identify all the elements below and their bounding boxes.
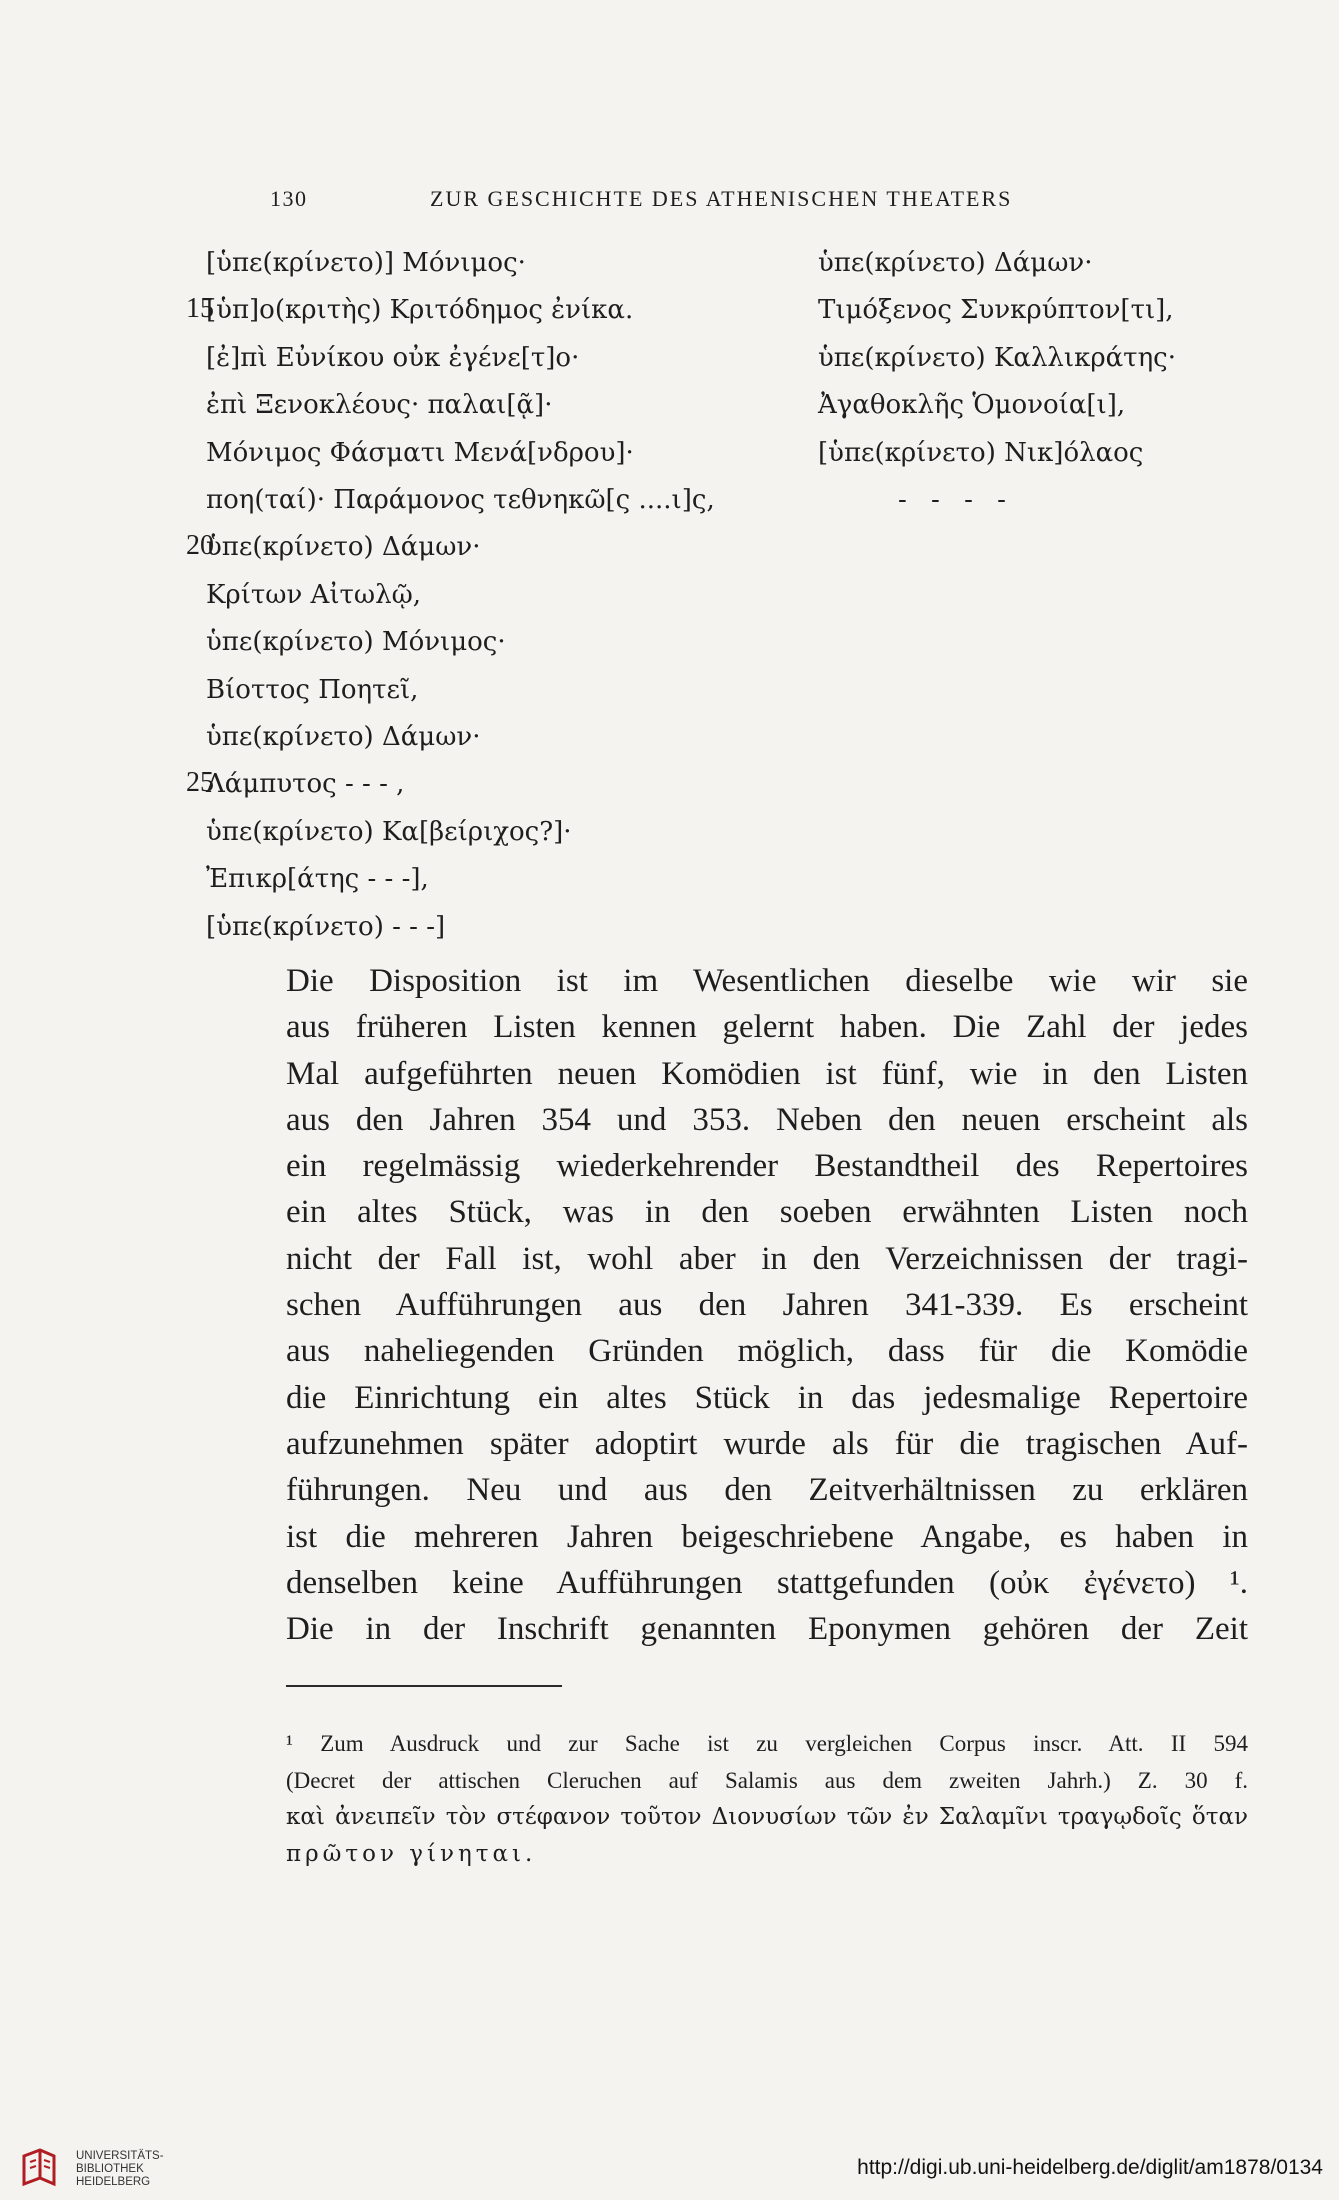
- paragraph-line: ist die mehreren Jahren beigeschriebene Angabe, es haben in: [286, 1518, 1248, 1555]
- inscription-line: [ἐ]πὶ Εὐνίκου οὐκ ἐγένε[τ]ο·: [206, 342, 580, 373]
- line-number: 15: [186, 293, 214, 325]
- line-number: 20: [186, 530, 214, 562]
- inscription-line: [ὑπε(κρίνετο) - - -]: [206, 911, 446, 942]
- inscription-line: ὑπε(κρίνετο) Δάμων·: [206, 722, 481, 752]
- inscription-line: ἐπὶ Ξενοκλέους· παλαι[ᾷ]·: [206, 390, 553, 421]
- inscription-line: Τιμόξενος Συνκρύπτον[τι],: [818, 295, 1174, 326]
- inscription-line: Κρίτων Αἰτωλῷ,: [206, 579, 422, 610]
- paragraph-line: aufzunehmen später adoptirt wurde als für die tragischen Auf-: [286, 1425, 1248, 1462]
- inscription-line: ὑπε(κρίνετο) Μόνιμος·: [206, 627, 506, 658]
- paragraph-line: denselben keine Aufführungen stattgefunden (οὐκ ἐγένετο) ¹.: [286, 1564, 1248, 1601]
- library-name: UNIVERSITÄTS- BIBLIOTHEK HEIDELBERG: [76, 2150, 164, 2188]
- inscription-line: ὑπε(κρίνετο) Καλλικράτης·: [818, 342, 1176, 373]
- inscription-line: Λάμπυτος - - - ,: [206, 769, 405, 800]
- footnote-line: καὶ ἀνειπεῖν τὸν στέφανον τοῦτον Διονυσίων τῶν ἐν Σαλαμῖνι τραγῳδοῖς ὅταν: [286, 1804, 1248, 1830]
- inscription-line: [ὑπε(κρίνετο) Νικ]όλαος: [818, 437, 1144, 468]
- inscription-line: Ἐπικρ[άτης - - -],: [206, 864, 429, 895]
- paragraph-line: Mal aufgeführten neuen Komödien ist fünf, wie in den Listen: [286, 1055, 1248, 1092]
- inscription-line: ὑπε(κρίνετο) Κα[βείριχος?]·: [206, 816, 572, 847]
- inscription-line: ὑπε(κρίνετο) Δάμων·: [206, 532, 481, 563]
- inscription-line: Μόνιμος Φάσματι Μενά[νδρου]·: [206, 437, 634, 468]
- inscription-line: Βίοττος Ποητεῖ,: [206, 674, 419, 705]
- source-url[interactable]: http://digi.ub.uni-heidelberg.de/diglit/am1878/0134: [857, 2156, 1323, 2179]
- page-number: 130: [270, 186, 308, 211]
- footnote-line: (Decret der attischen Cleruchen auf Salamis aus dem zweiten Jahrh.) Z. 30 f.: [286, 1767, 1248, 1793]
- paragraph-line: Die in der Inschrift genannten Eponymen gehören der Zeit: [286, 1611, 1248, 1648]
- inscription-line: [ὑπ]ο(κριτὴς) Κριτόδημος ἐνίκα.: [206, 295, 634, 326]
- paragraph-line: Die Disposition ist im Wesentlichen dieselbe wie wir sie: [286, 963, 1248, 999]
- footnote-line: ¹ Zum Ausdruck und zur Sache ist zu vergleichen Corpus inscr. Att. II 594: [286, 1731, 1248, 1756]
- library-emblem-icon: [20, 2148, 58, 2188]
- paragraph-line: aus naheliegenden Gründen möglich, dass für die Komödie: [286, 1333, 1248, 1370]
- inscription-line: - - - -: [898, 485, 1014, 515]
- inscription-line: [ὑπε(κρίνετο)] Μόνιμος·: [206, 248, 526, 278]
- line-number: 25: [186, 767, 214, 799]
- paragraph-line: aus den Jahren 354 und 353. Neben den neuen erscheint als: [286, 1101, 1248, 1138]
- paragraph-line: die Einrichtung ein altes Stück in das jedesmalige Repertoire: [286, 1379, 1248, 1416]
- paragraph-line: aus früheren Listen kennen gelernt haben. Die Zahl der jedes: [286, 1009, 1248, 1046]
- inscription-line: ὑπε(κρίνετο) Δάμων·: [818, 248, 1093, 278]
- body-paragraph: [286, 958, 1248, 1652]
- paragraph-line: schen Aufführungen aus den Jahren 341-339. Es erscheint: [286, 1287, 1248, 1324]
- footnote: [286, 1726, 1248, 1872]
- footnote-rule: [286, 1685, 562, 1687]
- paragraph-line: ein regelmässig wiederkehrender Bestandtheil des Repertoires: [286, 1148, 1248, 1185]
- paragraph-line: ein altes Stück, was in den soeben erwähnten Listen noch: [286, 1194, 1248, 1231]
- paragraph-line: nicht der Fall ist, wohl aber in den Verzeichnissen der tragi-: [286, 1240, 1248, 1277]
- inscription-line: ποη(ταί)· Παράμονος τεθνηκῶ[ς ....ι]ς,: [206, 485, 715, 515]
- inscription-line: Ἀγαθοκλῆς Ὁμονοία[ι],: [818, 390, 1126, 421]
- paragraph-line: führungen. Neu und aus den Zeitverhältnissen zu erklären: [286, 1472, 1248, 1509]
- running-title: ZUR GESCHICHTE DES ATHENISCHEN THEATERS: [430, 186, 1013, 211]
- library-logo[interactable]: [20, 2146, 180, 2192]
- footnote-line: πρῶτον γίνηται.: [286, 1840, 537, 1867]
